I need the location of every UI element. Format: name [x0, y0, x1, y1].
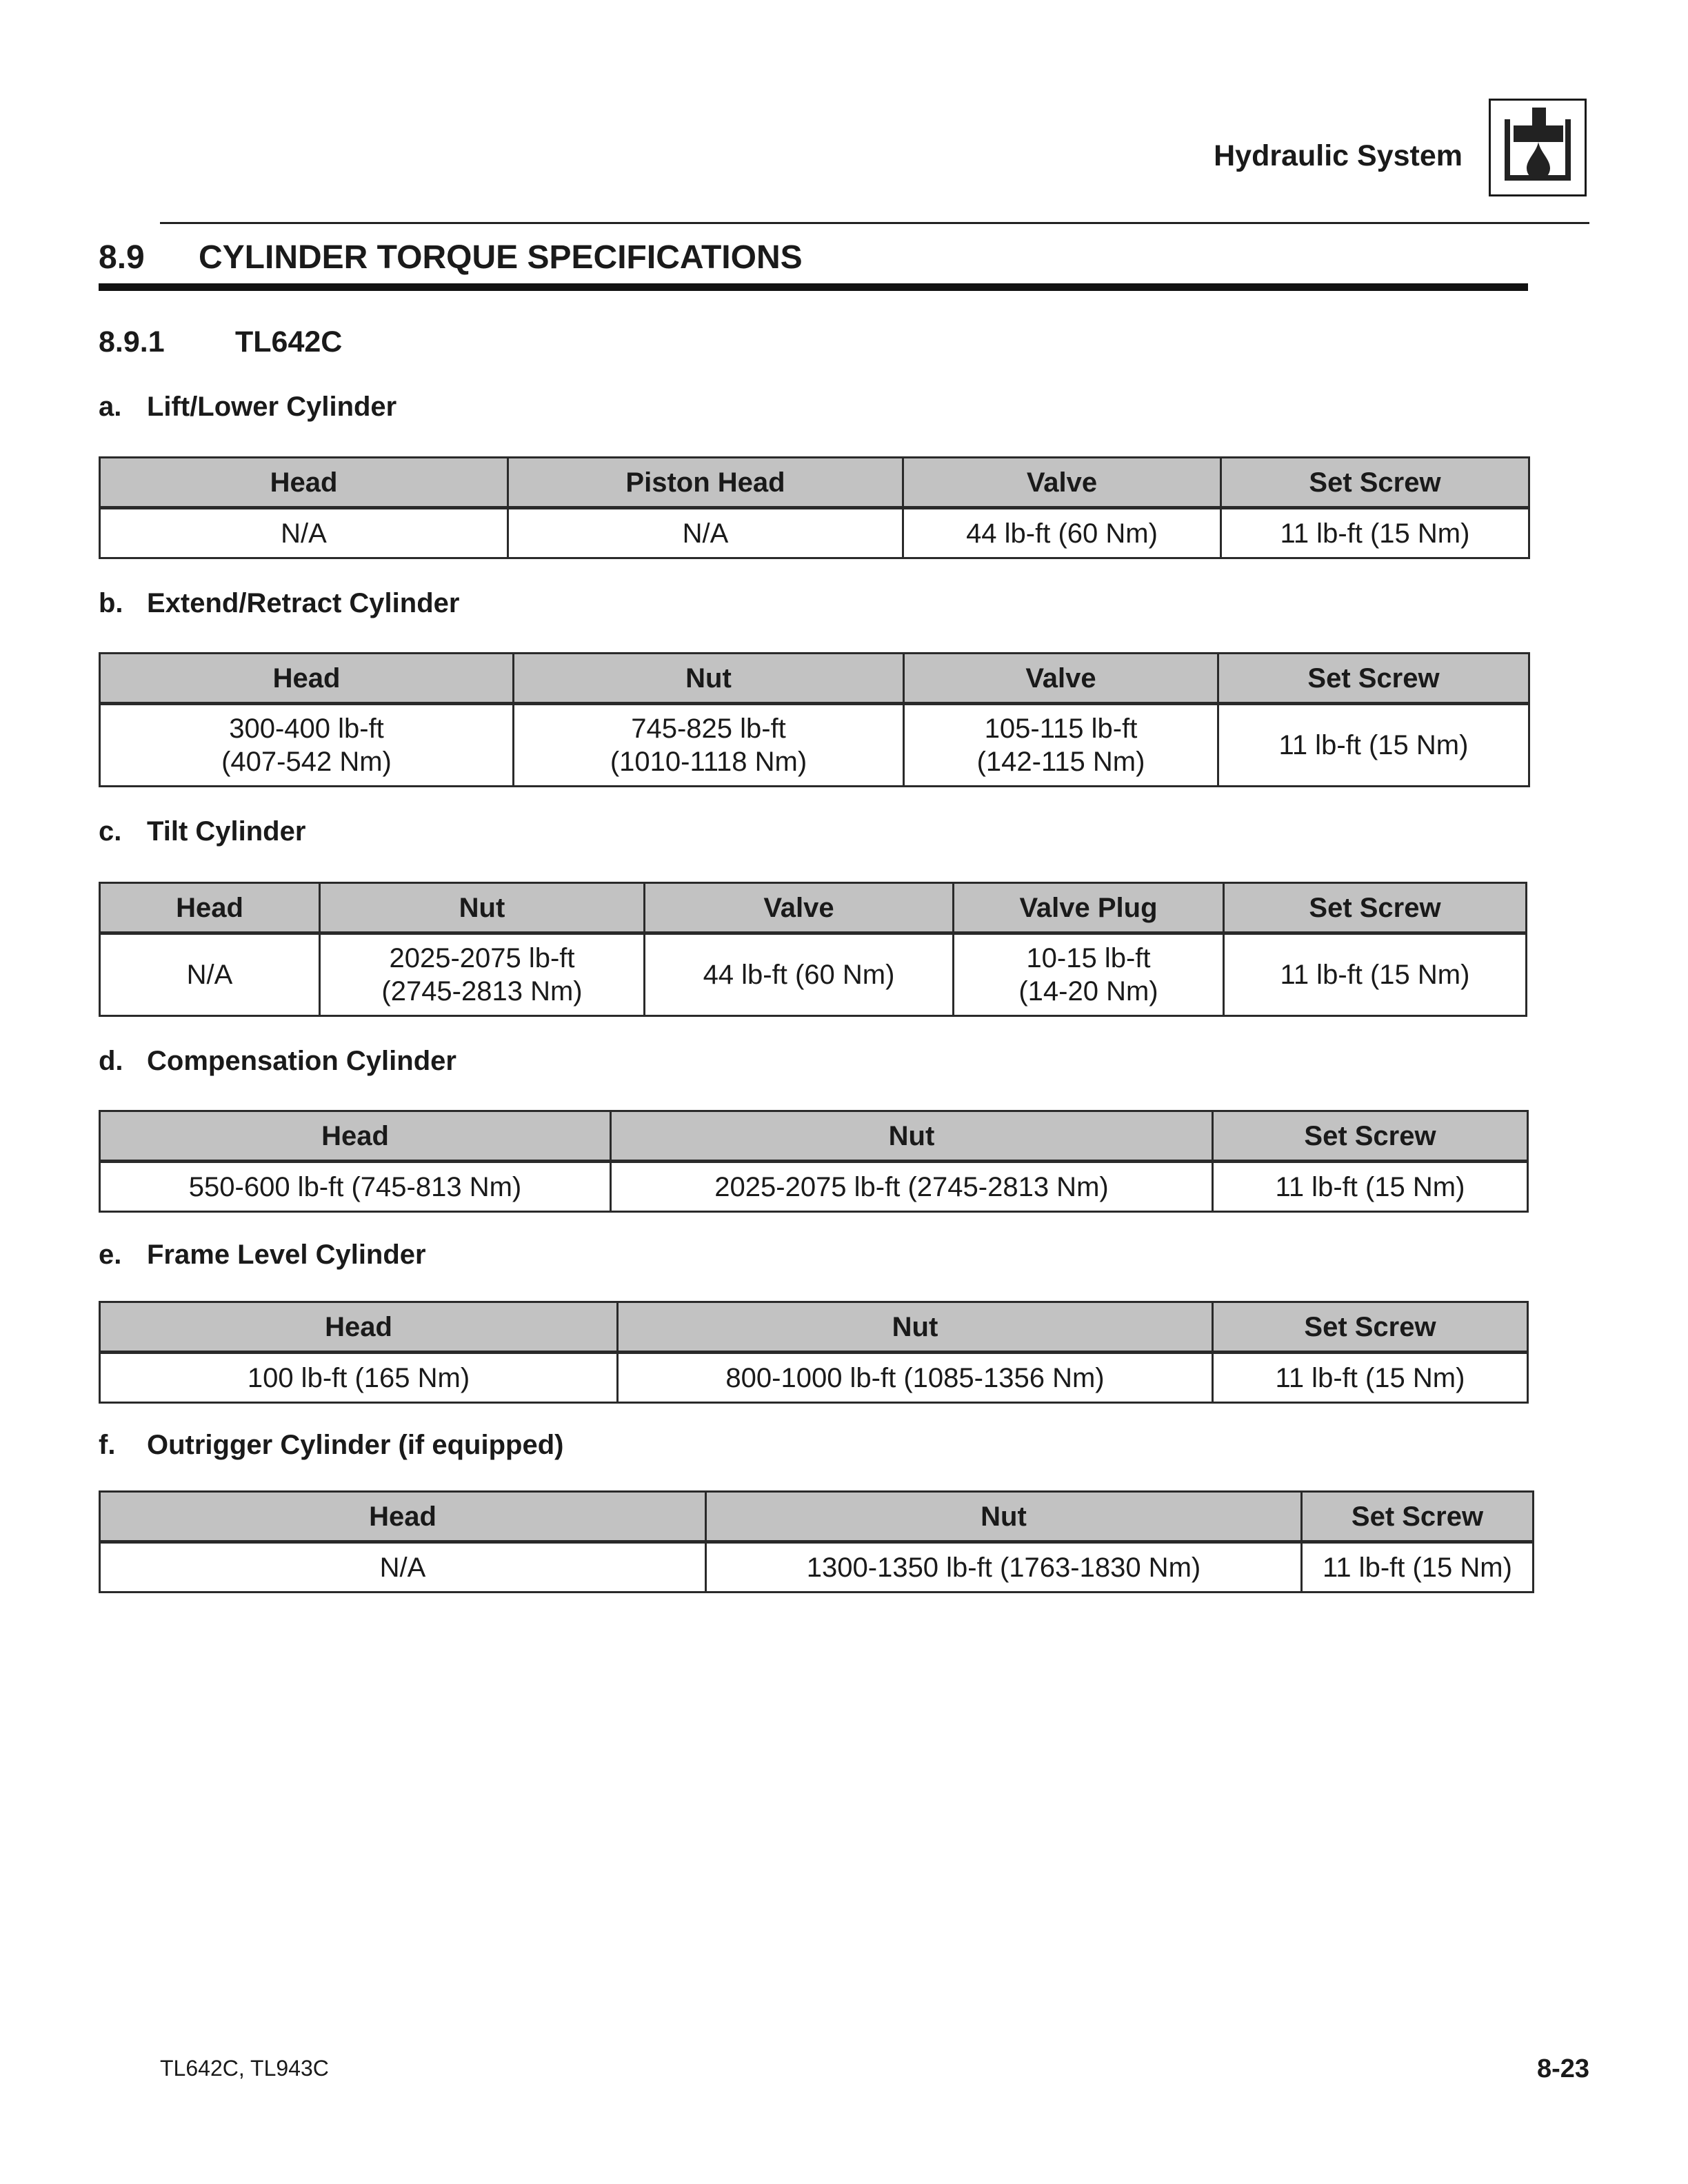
cell-line: (142-115 Nm)	[976, 747, 1145, 777]
column-header: Valve	[645, 883, 954, 933]
torque-table	[99, 1301, 1529, 1404]
table-cell	[1224, 933, 1527, 1016]
column-header: Set Screw	[1218, 654, 1529, 704]
subsection-heading	[99, 325, 342, 359]
subsection-number: 8.9.1	[99, 325, 165, 358]
torque-table	[99, 1110, 1529, 1213]
cell-line: 2025-2075 lb-ft (2745-2813 Nm)	[714, 1171, 1109, 1202]
caption-label: Lift/Lower Cylinder	[147, 392, 397, 422]
torque-table	[99, 652, 1530, 787]
cell-line: 100 lb-ft (165 Nm)	[247, 1362, 470, 1393]
page-number: 8-23	[1536, 2054, 1589, 2083]
cell-line: N/A	[379, 1552, 426, 1583]
cell-line: 11 lb-ft (15 Nm)	[1275, 1171, 1465, 1202]
column-header: Nut	[706, 1492, 1302, 1542]
section-heading	[99, 239, 803, 276]
cell-line: 11 lb-ft (15 Nm)	[1280, 960, 1470, 990]
caption-label: Compensation Cylinder	[147, 1046, 456, 1076]
cell-line: (14-20 Nm)	[1018, 976, 1158, 1007]
header-row	[100, 458, 1529, 508]
cell-line: (2745-2813 Nm)	[381, 976, 583, 1007]
column-header: Head	[100, 1492, 706, 1542]
column-header: Nut	[611, 1111, 1213, 1162]
header-row	[100, 883, 1527, 933]
column-header: Set Screw	[1221, 458, 1529, 508]
table-row	[100, 1162, 1528, 1212]
cell-line: 745-825 lb-ft	[631, 714, 786, 744]
torque-table	[99, 882, 1527, 1017]
column-header: Valve	[904, 654, 1218, 704]
column-header: Set Screw	[1213, 1111, 1528, 1162]
cell-line: 11 lb-ft (15 Nm)	[1323, 1552, 1512, 1583]
table-cell	[611, 1162, 1213, 1212]
header-row	[100, 1111, 1528, 1162]
caption-letter: b.	[99, 588, 123, 618]
table-cell	[1221, 508, 1529, 558]
column-header: Valve Plug	[954, 883, 1224, 933]
torque-table	[99, 456, 1530, 559]
table-caption	[99, 1430, 563, 1461]
column-header: Head	[100, 458, 508, 508]
column-header: Set Screw	[1213, 1302, 1528, 1353]
caption-label: Frame Level Cylinder	[147, 1240, 426, 1270]
table-cell	[954, 933, 1224, 1016]
cell-line: 44 lb-ft (60 Nm)	[703, 960, 895, 990]
table-cell	[100, 1162, 611, 1212]
caption-label: Outrigger Cylinder (if equipped)	[147, 1430, 564, 1460]
table-caption	[99, 816, 305, 847]
cell-line: 800-1000 lb-ft (1085-1356 Nm)	[725, 1362, 1105, 1393]
table-cell	[100, 508, 508, 558]
column-header: Piston Head	[508, 458, 903, 508]
table-cell	[508, 508, 903, 558]
table-caption	[99, 1240, 426, 1271]
table-caption	[99, 1046, 456, 1077]
column-header: Nut	[618, 1302, 1213, 1353]
table-row	[100, 1353, 1528, 1403]
header-row	[100, 1492, 1534, 1542]
table-cell	[618, 1353, 1213, 1403]
caption-letter: c.	[99, 816, 122, 847]
chapter-title: Hydraulic System	[1214, 139, 1463, 172]
caption-label: Extend/Retract Cylinder	[147, 588, 460, 618]
caption-label: Tilt Cylinder	[147, 816, 306, 847]
table-cell	[320, 933, 645, 1016]
table-cell	[514, 704, 904, 787]
table-cell	[1213, 1353, 1528, 1403]
column-header: Nut	[514, 654, 904, 704]
caption-letter: d.	[99, 1046, 123, 1076]
column-header: Nut	[320, 883, 645, 933]
cell-line: 11 lb-ft (15 Nm)	[1280, 518, 1470, 549]
table-caption	[99, 588, 459, 619]
cell-line: 44 lb-ft (60 Nm)	[966, 518, 1158, 549]
column-header: Head	[100, 1111, 611, 1162]
cell-line: 1300-1350 lb-ft (1763-1830 Nm)	[806, 1552, 1201, 1583]
cell-line: 11 lb-ft (15 Nm)	[1278, 730, 1469, 760]
table-cell	[100, 1353, 618, 1403]
table-cell	[1213, 1162, 1528, 1212]
cell-line: N/A	[186, 960, 233, 990]
column-header: Set Screw	[1302, 1492, 1534, 1542]
cell-line: N/A	[281, 518, 327, 549]
footer-models: TL642C, TL943C	[160, 2056, 329, 2081]
column-header: Head	[100, 883, 320, 933]
column-header: Head	[100, 654, 514, 704]
table-row	[100, 704, 1529, 787]
column-header: Head	[100, 1302, 618, 1353]
header-row	[100, 654, 1529, 704]
table-row	[100, 933, 1527, 1016]
table-cell	[903, 508, 1221, 558]
column-header: Valve	[903, 458, 1221, 508]
section-rule	[99, 283, 1528, 291]
cell-line: 2025-2075 lb-ft	[389, 943, 575, 973]
table-cell	[100, 933, 320, 1016]
table-row	[100, 508, 1529, 558]
caption-letter: f.	[99, 1430, 116, 1460]
section-title: CYLINDER TORQUE SPECIFICATIONS	[199, 239, 803, 276]
caption-letter: a.	[99, 392, 122, 422]
table-caption	[99, 392, 396, 423]
section-number: 8.9	[99, 239, 145, 276]
header-row	[100, 1302, 1528, 1353]
cell-line: 11 lb-ft (15 Nm)	[1275, 1362, 1465, 1393]
table-cell	[100, 1542, 706, 1593]
cell-line: 105-115 lb-ft	[984, 714, 1138, 744]
torque-table	[99, 1490, 1534, 1593]
column-header: Set Screw	[1224, 883, 1527, 933]
table-cell	[706, 1542, 1302, 1593]
cell-line: 10-15 lb-ft	[1026, 943, 1151, 973]
hydraulic-cylinder-icon	[1489, 99, 1587, 196]
cell-line: (407-542 Nm)	[221, 747, 392, 777]
table-cell	[904, 704, 1218, 787]
table-cell	[1218, 704, 1529, 787]
header-rule	[160, 222, 1589, 224]
cell-line: 300-400 lb-ft	[229, 714, 384, 744]
cell-line: 550-600 lb-ft (745-813 Nm)	[188, 1171, 522, 1202]
cell-line: N/A	[682, 518, 729, 549]
table-cell	[645, 933, 954, 1016]
table-cell	[100, 704, 514, 787]
caption-letter: e.	[99, 1240, 122, 1270]
cell-line: (1010-1118 Nm)	[610, 747, 807, 777]
subsection-title: TL642C	[235, 325, 343, 358]
table-row	[100, 1542, 1534, 1593]
table-cell	[1302, 1542, 1534, 1593]
